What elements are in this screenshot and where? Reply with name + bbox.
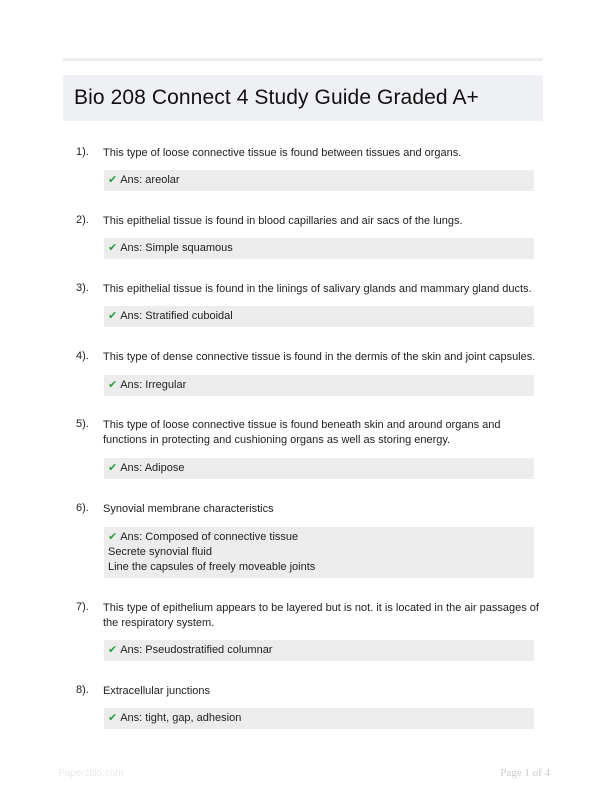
question-text: This type of epithelium appears to be layered but is not. it is located in the air passages of the respiratory system. — [103, 602, 539, 629]
answer-line — [108, 643, 530, 658]
question-number: 5). — [76, 418, 89, 430]
question-number: 3). — [76, 282, 89, 294]
answer-text: Irregular — [145, 379, 187, 391]
checkmark-icon: ✔ — [108, 462, 118, 474]
answer-line — [108, 309, 530, 324]
checkmark-icon: ✔ — [108, 379, 118, 391]
answer-text: tight, gap, adhesion — [145, 712, 242, 724]
question-text: This epithelial tissue is found in blood capillaries and air sacs of the lungs. — [103, 215, 463, 227]
question-number: 2). — [76, 214, 89, 226]
question-number: 1). — [76, 146, 89, 158]
answer-text: Stratified cuboidal — [145, 310, 233, 322]
answer-prefix: Ans: — [120, 462, 145, 474]
answer-line — [108, 241, 530, 256]
answer-box — [104, 238, 534, 259]
checkmark-icon: ✔ — [108, 644, 118, 656]
answer-line — [108, 711, 530, 726]
answer-text: Adipose — [144, 462, 185, 474]
answer-line — [108, 461, 530, 476]
answer-text: Pseudostratified columnar — [145, 644, 273, 656]
answer-prefix: Ans: — [120, 712, 146, 724]
answer-line: Line the capsules of freely moveable joints — [108, 561, 316, 573]
question-text: This epithelial tissue is found in the linings of salivary glands and mammary gland ducts. — [103, 283, 532, 295]
question-text: Synovial membrane characteristics — [103, 503, 274, 515]
answer-text: areolar — [145, 174, 180, 186]
answer-box — [104, 708, 534, 729]
checkmark-icon: ✔ — [108, 712, 118, 724]
answer-prefix: Ans: — [120, 531, 146, 543]
question-text: This type of dense connective tissue is found in the dermis of the skin and joint capsules. — [103, 351, 536, 363]
question-number: 8). — [76, 684, 89, 696]
answer-box — [104, 306, 534, 327]
answer-line — [108, 173, 530, 188]
answer-box — [104, 640, 534, 661]
question-text: This type of loose connective tissue is found between tissues and organs. — [103, 147, 462, 159]
answer-box — [104, 458, 534, 479]
page-title: Bio 208 Connect 4 Study Guide Graded A+ — [74, 86, 479, 109]
checkmark-icon: ✔ — [108, 531, 118, 543]
answer-box — [104, 170, 534, 191]
checkmark-icon: ✔ — [108, 174, 118, 186]
title-banner — [63, 75, 543, 121]
answer-box — [104, 375, 534, 396]
page-indicator: Page 1 of 4 — [500, 767, 550, 779]
question-number: 7). — [76, 601, 89, 613]
checkmark-icon: ✔ — [108, 310, 118, 322]
answer-line — [108, 530, 530, 545]
answer-prefix: Ans: — [120, 379, 146, 391]
answer-text: Simple squamous — [145, 242, 233, 254]
answer-prefix: Ans: — [120, 644, 146, 656]
question-text: This type of loose connective tissue is found beneath skin and around organs and functions in protecting and cushioning organs as well as storing energy. — [103, 419, 501, 446]
answer-line: Secrete synovial fluid — [108, 546, 212, 558]
question-number: 6). — [76, 502, 89, 514]
answer-box — [104, 527, 534, 578]
question-number: 4). — [76, 350, 89, 362]
footer-watermark: Paperzillo.com — [58, 768, 124, 779]
answer-line — [108, 378, 530, 393]
answer-text: Composed of connective tissue — [145, 531, 299, 543]
answer-prefix: Ans: — [120, 242, 146, 254]
answer-prefix: Ans: — [120, 310, 146, 322]
top-divider — [63, 58, 543, 61]
answer-prefix: Ans: — [120, 174, 146, 186]
checkmark-icon: ✔ — [108, 242, 118, 254]
question-text: Extracellular junctions — [103, 685, 210, 697]
